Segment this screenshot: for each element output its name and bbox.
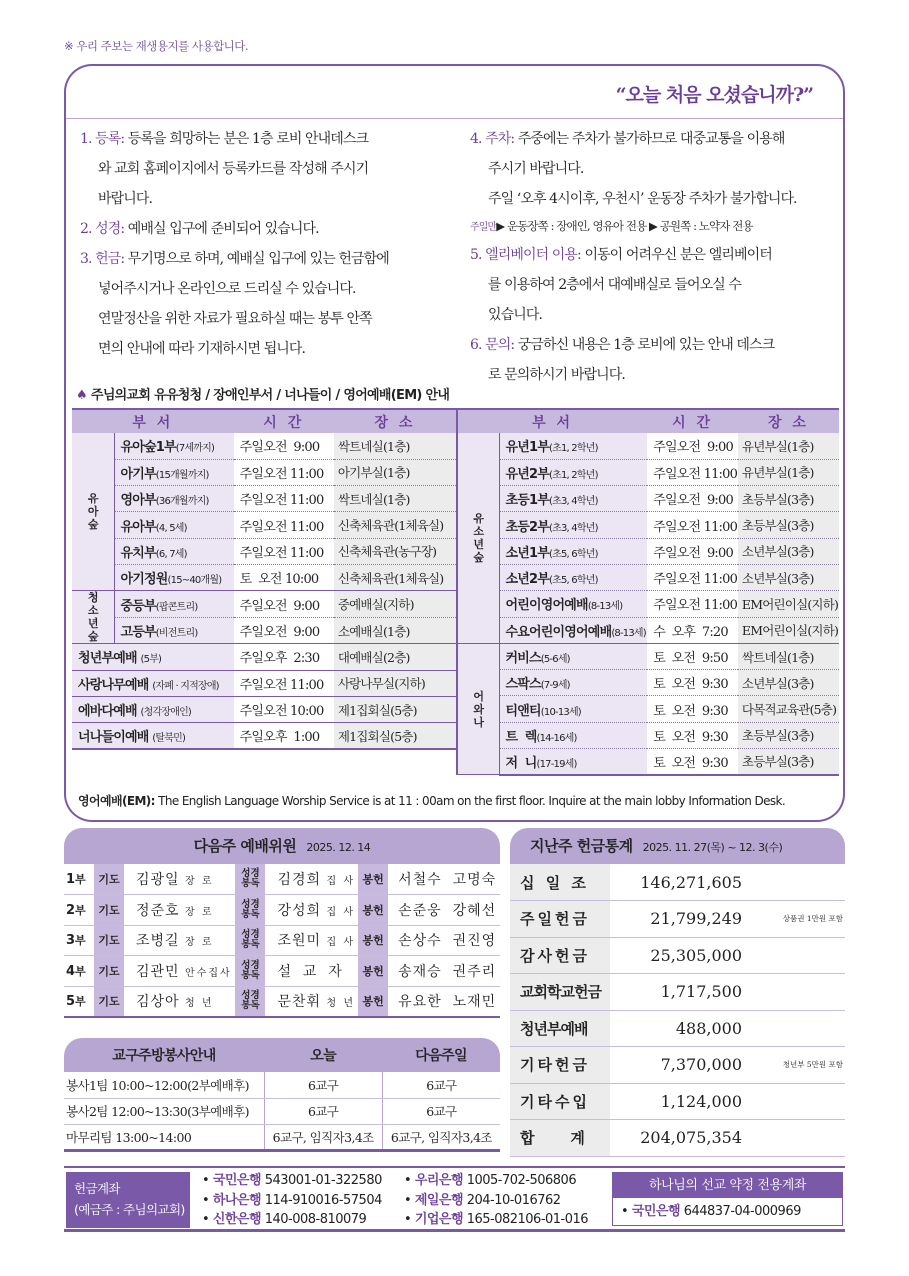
account-row: • 신한은행 140-008-810079 [202, 1212, 367, 1227]
header-place: 장 소 [334, 409, 456, 433]
service-place: 대예배실(2층) [334, 644, 456, 670]
department-name: 유년1부(초1, 2학년) [499, 433, 647, 459]
kitchen-cell: 6교구, 임직자3,4조 [264, 1124, 382, 1150]
recycled-paper-notice: ※ 우리 주보는 재생용지를 사용합니다. [64, 39, 249, 53]
spade-icon: ♠ [76, 388, 87, 403]
service-place: 제1집회실(5층) [334, 723, 456, 749]
service-time: 주일오전 11:00 [647, 512, 738, 538]
department-name: 중등부(팝콘트리) [114, 591, 234, 618]
offering-note [750, 864, 845, 901]
service-time: 토 오전 9:30 [647, 696, 738, 722]
english-service-note: 영어예배(EM): The English Language Worship Service is at 11 : 00am on the first floor. Inquire at the main lobby Information Desk. [78, 794, 786, 808]
offering-note: 상품권 1만원 포함 [750, 901, 845, 938]
service-place: 신축체육관(1체육실) [334, 512, 456, 538]
kitchen-table: 교구주방봉사안내 오늘 다음주일 봉사1팀 10:00~12:00(2부예배후) 6교구 6교구 봉사2팀 12:00~13:30(3부예배후) 6교구 6교구 마무리팀 13:00~14:00 6교구, 임직자3,4조 6교구, 임직자3,4조 [64, 1038, 500, 1152]
offering-note [750, 974, 845, 1011]
schedule-row [72, 512, 456, 538]
department-name: 소년2부(초5, 6학년) [499, 564, 647, 590]
committee-row [64, 925, 500, 956]
offering-row [510, 1010, 845, 1047]
service-place: 초등부실(3층) [738, 512, 839, 538]
service-time: 주일오전 11:00 [647, 591, 738, 617]
header-department: 부 서 [72, 409, 234, 433]
guide-item-parking: 4. 주차: 주중에는 주차가 불가하므로 대중교통을 이용해 주시기 바랍니다. 주일 ‘오후 4시이후, 우천시’ 운동장 주차가 불가합니다. 주일만▶ 운동장쪽 : 장애인, 영유아 전용 ▶ 공원쪽 : 노약자 전용 [470, 124, 840, 240]
role-prayer: 기도 [94, 895, 124, 926]
offering-accounts [64, 1166, 845, 1232]
service-place: 싹트네실(1층) [334, 486, 456, 512]
account-row: • 기업은행 165-082106-01-016 [404, 1212, 589, 1227]
role-prayer: 기도 [94, 864, 124, 895]
role-prayer: 기도 [94, 925, 124, 956]
service-time: 주일오후 2:30 [234, 644, 334, 670]
service-place: EM어린이실(지하) [738, 591, 839, 617]
service-place: 싹트네실(1층) [738, 643, 839, 669]
kitchen-row [64, 1124, 500, 1150]
offering-row [510, 901, 845, 938]
department-name: 고등부(비전트리) [114, 617, 234, 644]
first-visit-guide [64, 64, 845, 383]
offering-note [750, 1120, 845, 1157]
service-time: 수 오후 7:20 [647, 617, 738, 643]
service-place: 초등부실(3층) [738, 749, 839, 775]
kitchen-cell: 6교구 [264, 1072, 382, 1098]
service-time: 주일오전 11:00 [234, 538, 334, 564]
accounts-column-1 [202, 1171, 382, 1230]
group-label: 어 와 나 [457, 643, 499, 774]
schedule-row [457, 643, 839, 669]
department-name: 유아부(4, 5세) [114, 512, 234, 538]
schedule-row [457, 433, 839, 459]
service-time: 토 오전 10:00 [234, 564, 334, 590]
kitchen-cell: 6교구 [264, 1098, 382, 1124]
role-prayer: 기도 [94, 986, 124, 1017]
kitchen-cell: 마무리팀 13:00~14:00 [64, 1124, 264, 1150]
offering-header: 지난주 헌금통계 2025. 11. 27(목) ~ 12. 3(수) [510, 828, 845, 864]
service-number: 3부 [64, 925, 94, 956]
service-time: 주일오전 11:00 [234, 512, 334, 538]
guide-item-inquiry: 6. 문의: 궁금하신 내용은 1층 로비에 있는 안내 데스크 로 문의하시기 바랍니다. [470, 337, 775, 383]
committee-row [64, 895, 500, 926]
department-name: 영아부(36개월까지) [114, 486, 234, 512]
service-place: 초등부실(3층) [738, 722, 839, 748]
prayer-leader: 김관민 안수집사 [124, 956, 235, 987]
offering-amount: 146,271,605 [610, 864, 750, 901]
service-time: 주일오전 9:00 [647, 538, 738, 564]
header-time: 시 간 [647, 409, 738, 433]
service-number: 1부 [64, 864, 94, 895]
offering-amount: 1,124,000 [610, 1083, 750, 1120]
department-name: 사랑나무예배 (자폐 · 지적장애) [72, 670, 234, 696]
offering-note: 청년부 5만원 포함 [750, 1047, 845, 1084]
offering-category: 청년부예배 [510, 1010, 610, 1047]
guide-item-elevator: 5. 엘리베이터 이용: 이동이 어려우신 분은 엘리베이터 를 이용하여 2층에서 대예배실로 들어오실 수 있습니다. [470, 247, 772, 323]
prayer-leader: 김상아 청 년 [124, 986, 235, 1017]
offering-row [510, 974, 845, 1011]
parking-note: 주일만▶ 운동장쪽 : 장애인, 영유아 전용 ▶ 공원쪽 : 노약자 전용 [470, 219, 753, 233]
offering-category: 주일헌금 [510, 901, 610, 938]
offering-note [750, 937, 845, 974]
department-name: 너나들이예배 (탈북민) [72, 723, 234, 749]
offering-amount: 1,717,500 [610, 974, 750, 1011]
prayer-leader: 조병길 장 로 [124, 925, 235, 956]
kitchen-row [64, 1072, 500, 1098]
service-time: 주일오전 9:00 [234, 617, 334, 644]
service-number: 5부 [64, 986, 94, 1017]
department-name: 어린이영어예배(8-13세) [499, 591, 647, 617]
service-place: 다목적교육관(5층) [738, 696, 839, 722]
schedule-row [72, 538, 456, 564]
divider [66, 118, 843, 119]
service-place: 사랑나무실(지하) [334, 670, 456, 696]
schedule-row [457, 512, 839, 538]
department-name: 소년1부(초5, 6학년) [499, 538, 647, 564]
department-name: 에바다예배 (청각장애인) [72, 696, 234, 722]
service-place: 중예배실(지하) [334, 591, 456, 618]
service-time: 주일오전 9:00 [234, 591, 334, 618]
header-place: 장 소 [738, 409, 839, 433]
service-time: 주일오전 10:00 [234, 696, 334, 722]
service-place: 제1집회실(5층) [334, 696, 456, 722]
offering-servers: 손준웅 강혜선 [388, 895, 500, 926]
accounts-column-2 [404, 1171, 588, 1230]
offering-category: 감사헌금 [510, 937, 610, 974]
offering-category: 합 계 [510, 1120, 610, 1157]
mission-pledge-account: 하나님의 선교 약정 전용계좌 • 국민은행 644837-04-000969 [612, 1172, 843, 1226]
group-label: 유 소 년 숲 [457, 433, 499, 643]
offering-servers: 유요한 노재민 [388, 986, 500, 1017]
scripture-reader: 김경희 집 사 [265, 864, 358, 895]
guide-item-registration: 1. 등록: 등록을 희망하는 분은 1층 로비 안내데스크 와 교회 홈페이지에서 등록카드를 작성해 주시기 바랍니다. [80, 131, 369, 207]
schedule-row [72, 486, 456, 512]
service-time: 주일오후 1:00 [234, 723, 334, 749]
department-name: 저 니(17-19세) [499, 749, 647, 775]
service-place: 초등부실(3층) [738, 486, 839, 512]
service-place: 소년부실(3층) [738, 670, 839, 696]
next-week-worship-committee [64, 828, 500, 1018]
service-place: 신축체육관(농구장) [334, 538, 456, 564]
service-time: 주일오전 11:00 [234, 670, 334, 696]
service-number: 4부 [64, 956, 94, 987]
department-name: 유년2부(초1, 2학년) [499, 459, 647, 485]
schedule-row [72, 564, 456, 590]
department-name: 티앤티(10-13세) [499, 696, 647, 722]
service-time: 주일오전 11:00 [234, 486, 334, 512]
department-name: 아기부(15개월까지) [114, 459, 234, 485]
offering-amount: 21,799,249 [610, 901, 750, 938]
service-time: 주일오전 9:00 [234, 433, 334, 459]
kitchen-row [64, 1098, 500, 1124]
service-time: 주일오전 11:00 [647, 564, 738, 590]
committee-row [64, 864, 500, 895]
offering-category: 기타수입 [510, 1083, 610, 1120]
offering-servers: 손상수 권진영 [388, 925, 500, 956]
service-time: 주일오전 9:00 [647, 433, 738, 459]
service-time: 토 오전 9:30 [647, 670, 738, 696]
header-time: 시 간 [234, 409, 334, 433]
guide-item-offering: 3. 헌금: 무기명으로 하며, 예배실 입구에 있는 헌금함에 넣어주시거나 온라인으로 드리실 수 있습니다. 연말정산을 위한 자료가 필요하실 때는 봉투 안쪽 면의 안내에 따라 기재하시면 됩니다. [80, 251, 389, 357]
schedule-row [457, 670, 839, 696]
offering-table [510, 864, 845, 1157]
schedule-row [457, 749, 839, 775]
offering-servers: 서철수 고명숙 [388, 864, 500, 895]
kitchen-cell: 6교구 [382, 1072, 500, 1098]
header-department: 부 서 [457, 409, 647, 433]
department-name: 초등2부(초3, 4학년) [499, 512, 647, 538]
schedule-row [457, 538, 839, 564]
offering-row [510, 937, 845, 974]
service-place: 싹트네실(1층) [334, 433, 456, 459]
role-scripture-reading: 성경 봉독 [235, 956, 265, 987]
schedule-row [457, 617, 839, 643]
department-name: 수요어린이영어예배(8-13세) [499, 617, 647, 643]
guide-column-right [470, 124, 840, 390]
kitchen-cell: 6교구, 임직자3,4조 [382, 1124, 500, 1150]
committee-row [64, 986, 500, 1017]
scripture-reader: 문찬휘 청 년 [265, 986, 358, 1017]
role-prayer: 기도 [94, 956, 124, 987]
department-schedule [64, 376, 845, 822]
prayer-leader: 정준호 장 로 [124, 895, 235, 926]
schedule-row [457, 696, 839, 722]
offering-category: 십 일 조 [510, 864, 610, 901]
offering-amount: 25,305,000 [610, 937, 750, 974]
department-name: 유치부(6, 7세) [114, 538, 234, 564]
service-place: 소년부실(3층) [738, 538, 839, 564]
service-place: 유년부실(1층) [738, 433, 839, 459]
service-place: EM어린이실(지하) [738, 617, 839, 643]
service-time: 주일오전 11:00 [647, 459, 738, 485]
account-row: • 하나은행 114-910016-57504 [202, 1192, 382, 1208]
offering-amount: 7,370,000 [610, 1047, 750, 1084]
offering-category: 교회학교헌금 [510, 974, 610, 1011]
schedule-row [72, 723, 456, 749]
offering-amount: 204,075,354 [610, 1120, 750, 1157]
offering-servers: 송재승 권주리 [388, 956, 500, 987]
scripture-reader: 설 교 자 [265, 956, 358, 987]
schedule-heading: ♠ 주님의교회 유유청청 / 장애인부서 / 너나들이 / 영어예배(EM) 안내 [76, 388, 450, 403]
schedule-row [457, 722, 839, 748]
account-row: • 국민은행 543001-01-322580 [202, 1173, 382, 1188]
committee-table [64, 864, 500, 1018]
committee-row [64, 956, 500, 987]
service-place: 아기부실(1층) [334, 459, 456, 485]
service-time: 토 오전 9:30 [647, 722, 738, 748]
guide-title: “오늘 처음 오셨습니까?” [615, 84, 813, 106]
department-name: 스팍스(7-9세) [499, 670, 647, 696]
scripture-reader: 강성희 집 사 [265, 895, 358, 926]
offering-row [510, 1083, 845, 1120]
prayer-leader: 김광일 장 로 [124, 864, 235, 895]
schedule-row [72, 433, 456, 459]
service-place: 유년부실(1층) [738, 459, 839, 485]
schedule-row [72, 591, 456, 618]
role-offering: 봉헌 [358, 895, 388, 926]
account-row: • 우리은행 1005-702-506806 [404, 1173, 577, 1188]
service-time: 주일오전 9:00 [647, 486, 738, 512]
kitchen-cell: 6교구 [382, 1098, 500, 1124]
schedule-row [457, 591, 839, 617]
department-name: 유아숲1부(7세까지) [114, 433, 234, 459]
guide-column-left [80, 124, 460, 364]
service-place: 소예배실(1층) [334, 617, 456, 644]
service-number: 2부 [64, 895, 94, 926]
role-scripture-reading: 성경 봉독 [235, 895, 265, 926]
department-name: 아기정원(15~40개월) [114, 564, 234, 590]
role-offering: 봉헌 [358, 864, 388, 895]
scripture-reader: 조원미 집 사 [265, 925, 358, 956]
offering-note [750, 1010, 845, 1047]
service-time: 주일오전 11:00 [234, 459, 334, 485]
schedule-row [72, 696, 456, 722]
service-place: 신축체육관(1체육실) [334, 564, 456, 590]
kitchen-cell: 봉사2팀 12:00~13:30(3부예배후) [64, 1098, 264, 1124]
offering-row [510, 1120, 845, 1157]
role-scripture-reading: 성경 봉독 [235, 986, 265, 1017]
role-offering: 봉헌 [358, 956, 388, 987]
schedule-row [72, 644, 456, 670]
department-name: 트 렉(14-16세) [499, 722, 647, 748]
role-offering: 봉헌 [358, 986, 388, 1017]
offering-note [750, 1083, 845, 1120]
account-row: • 제일은행 204-10-016762 [404, 1192, 561, 1208]
offering-row [510, 1047, 845, 1084]
role-offering: 봉헌 [358, 925, 388, 956]
department-name: 초등1부(초3, 4학년) [499, 486, 647, 512]
schedule-row [457, 564, 839, 590]
group-label: 청 소 년 숲 [72, 591, 114, 644]
schedule-row [72, 617, 456, 644]
schedule-row [457, 459, 839, 485]
department-name: 청년부예배 (5부) [72, 644, 234, 670]
offering-amount: 488,000 [610, 1010, 750, 1047]
accounts-label: 헌금계좌 (예금주 : 주님의교회) [66, 1172, 190, 1228]
schedule-row [72, 670, 456, 696]
group-label: 유 아 숲 [72, 433, 114, 591]
kitchen-service-guide [64, 1038, 500, 1152]
department-name: 커비스(5-6세) [499, 643, 647, 669]
offering-row [510, 864, 845, 901]
committee-header: 다음주 예배위원 2025. 12. 14 [64, 828, 500, 864]
role-scripture-reading: 성경 봉독 [235, 925, 265, 956]
offering-statistics [510, 828, 845, 1157]
service-time: 토 오전 9:50 [647, 643, 738, 669]
schedule-table-right [456, 408, 839, 776]
role-scripture-reading: 성경 봉독 [235, 864, 265, 895]
offering-category: 기타헌금 [510, 1047, 610, 1084]
schedule-row [72, 459, 456, 485]
schedule-row [457, 486, 839, 512]
service-place: 소년부실(3층) [738, 564, 839, 590]
kitchen-cell: 봉사1팀 10:00~12:00(2부예배후) [64, 1072, 264, 1098]
service-time: 토 오전 9:30 [647, 749, 738, 775]
guide-item-bible: 2. 성경: 예배실 입구에 준비되어 있습니다. [80, 221, 319, 237]
schedule-table-left [72, 408, 456, 750]
